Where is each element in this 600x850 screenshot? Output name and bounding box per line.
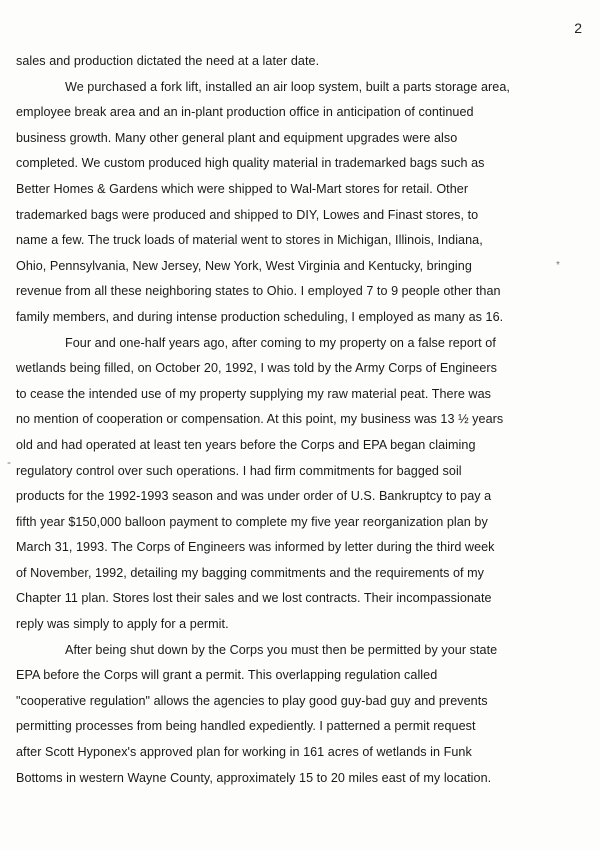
- text-line: reply was simply to apply for a permit.: [16, 617, 229, 632]
- text-line: Chapter 11 plan. Stores lost their sales and we lost contracts. Their incompassionate: [16, 591, 492, 606]
- text-line: completed. We custom produced high quality material in trademarked bags such as: [16, 156, 485, 171]
- text-line: name a few. The truck loads of material went to stores in Michigan, Illinois, Indiana,: [16, 233, 483, 248]
- text-line: "cooperative regulation" allows the agencies to play good guy-bad guy and prevents: [16, 693, 488, 708]
- text-line: revenue from all these neighboring states to Ohio. I employed 7 to 9 people other than: [16, 284, 501, 299]
- text-line: wetlands being filled, on October 20, 1992, I was told by the Army Corps of Engineers: [16, 361, 497, 376]
- text-line: of November, 1992, detailing my bagging commitments and the requirements of my: [16, 565, 485, 580]
- text-line: old and had operated at least ten years before the Corps and EPA began claiming: [16, 437, 476, 452]
- text-line: Better Homes & Gardens which were shipped to Wal-Mart stores for retail. Other: [16, 181, 469, 196]
- text-line: fifth year $150,000 balloon payment to complete my five year reorganization plan by: [16, 514, 488, 529]
- page-number: 2: [574, 20, 582, 36]
- margin-speck-mark: *: [556, 260, 560, 271]
- text-line: permitting processes from being handled expediently. I patterned a permit request: [16, 719, 476, 734]
- text-line: Bottoms in western Wayne County, approximately 15 to 20 miles east of my location.: [16, 770, 492, 785]
- text-line: sales and production dictated the need at a later date.: [16, 54, 320, 68]
- text-line: Ohio, Pennsylvania, New Jersey, New York, West Virginia and Kentucky, bringing: [16, 258, 472, 273]
- body-text: [16, 49, 582, 791]
- text-line: regulatory control over such operations. I had firm commitments for bagged soil: [16, 463, 462, 478]
- text-line: EPA before the Corps will grant a permit. This overlapping regulation called: [16, 668, 438, 683]
- margin-dash-mark: -: [7, 455, 11, 469]
- paragraph-first-line: After being shut down by the Corps you must then be permitted by your state: [65, 642, 498, 657]
- text-line: to cease the intended use of my property supplying my raw material peat. There was: [16, 386, 491, 401]
- text-line: products for the 1992-1993 season and was under order of U.S. Bankruptcy to pay a: [16, 489, 492, 504]
- text-line: no mention of cooperation or compensation. At this point, my business was 13 ½ years: [16, 412, 504, 427]
- text-line: employee break area and an in-plant production office in anticipation of continued: [16, 105, 474, 120]
- text-line: after Scott Hyponex's approved plan for working in 161 acres of wetlands in Funk: [16, 745, 472, 760]
- paragraph-first-line: We purchased a fork lift, installed an air loop system, built a parts storage area,: [65, 79, 510, 94]
- text-line: March 31, 1993. The Corps of Engineers was informed by letter during the third week: [16, 540, 495, 555]
- text-line: family members, and during intense production scheduling, I employed as many as 16.: [16, 309, 504, 324]
- text-line: trademarked bags were produced and shipped to DIY, Lowes and Finast stores, to: [16, 207, 479, 222]
- paragraph-first-line: Four and one-half years ago, after coming to my property on a false report of: [65, 335, 496, 350]
- text-line: business growth. Many other general plant and equipment upgrades were also: [16, 130, 458, 145]
